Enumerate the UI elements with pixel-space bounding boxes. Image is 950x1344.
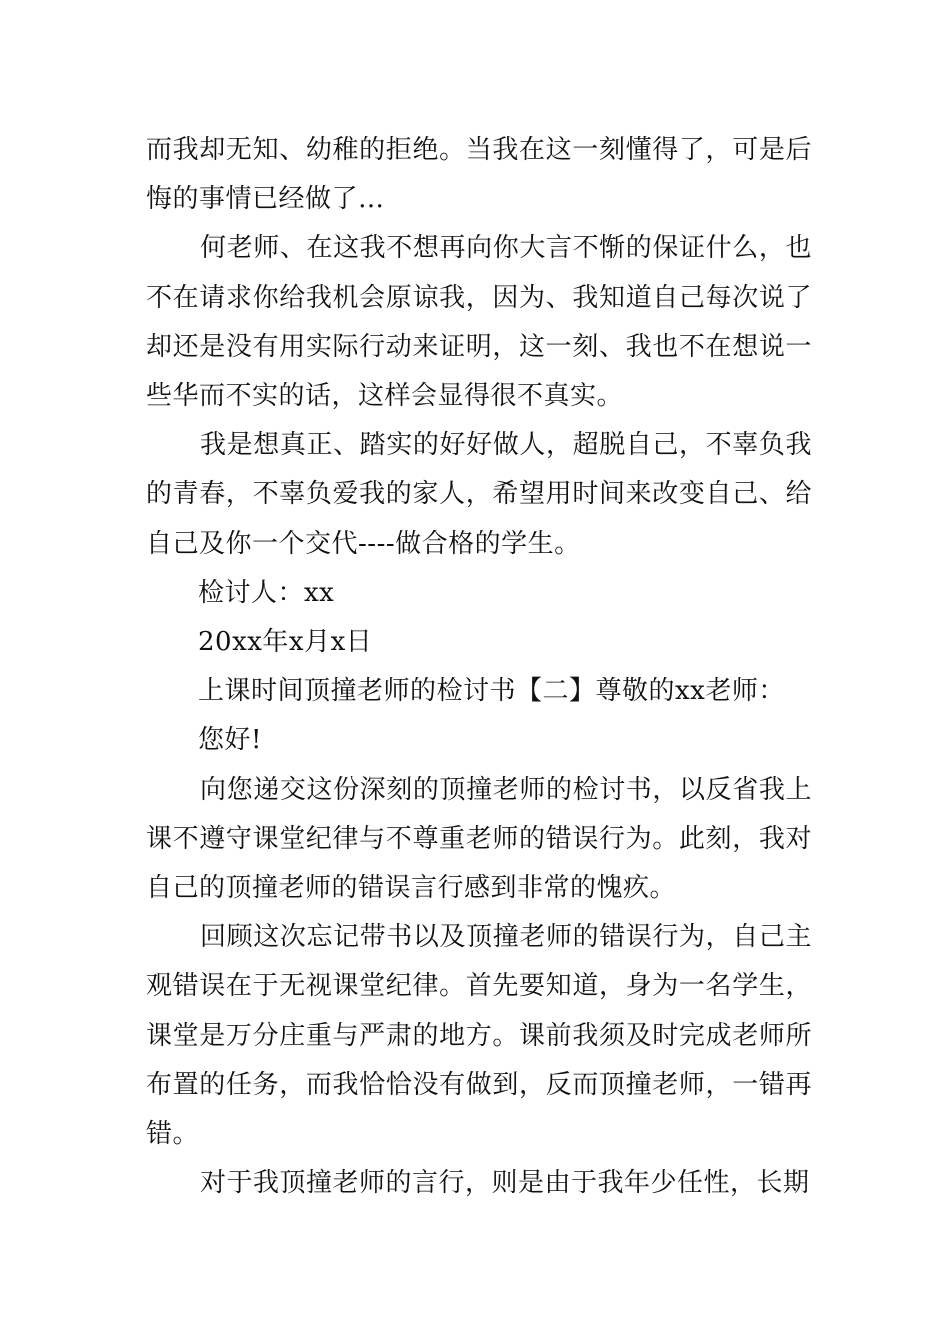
document-body xyxy=(146,126,812,1208)
paragraph-reflection: 对于我顶撞老师的言行，则是由于我年少任性，长期 xyxy=(200,1168,810,1199)
greeting-line: 您好! xyxy=(198,725,262,756)
section-heading: 上课时间顶撞老师的检讨书【二】尊敬的xx老师： xyxy=(198,676,785,707)
signature-line: 检讨人：xx xyxy=(198,577,335,608)
paragraph-resolution: 我是想真正、踏实的好好做人，超脱自己，不辜负我的青春，不辜负爱我的家人，希望用时间来改变自己、给自己及你一个交代----做合格的学生。 xyxy=(146,430,812,559)
paragraph-apology: 何老师、在这我不想再向你大言不惭的保证什么，也不在请求你给我机会原谅我，因为、我知道自己每次说了却还是没有用实际行动来证明，这一刻、我也不在想说一些华而不实的话，这样会显得很不真实。 xyxy=(146,233,812,412)
paragraph-continuation: 而我却无知、幼稚的拒绝。当我在这一刻懂得了，可是后悔的事情已经做了… xyxy=(146,135,812,215)
date-line: 20xx年x月x日 xyxy=(198,627,373,658)
paragraph-review: 回顾这次忘记带书以及顶撞老师的错误行为，自己主观错误在于无视课堂纪律。首先要知道，身为一名学生，课堂是万分庄重与严肃的地方。课前我须及时完成老师所布置的任务，而我恰恰没有做到，反而顶撞老师，一错再错。 xyxy=(146,922,812,1150)
paragraph-submission: 向您递交这份深刻的顶撞老师的检讨书，以反省我上课不遵守课堂纪律与不尊重老师的错误行为。此刻，我对自己的顶撞老师的错误言行感到非常的愧疚。 xyxy=(146,774,812,904)
